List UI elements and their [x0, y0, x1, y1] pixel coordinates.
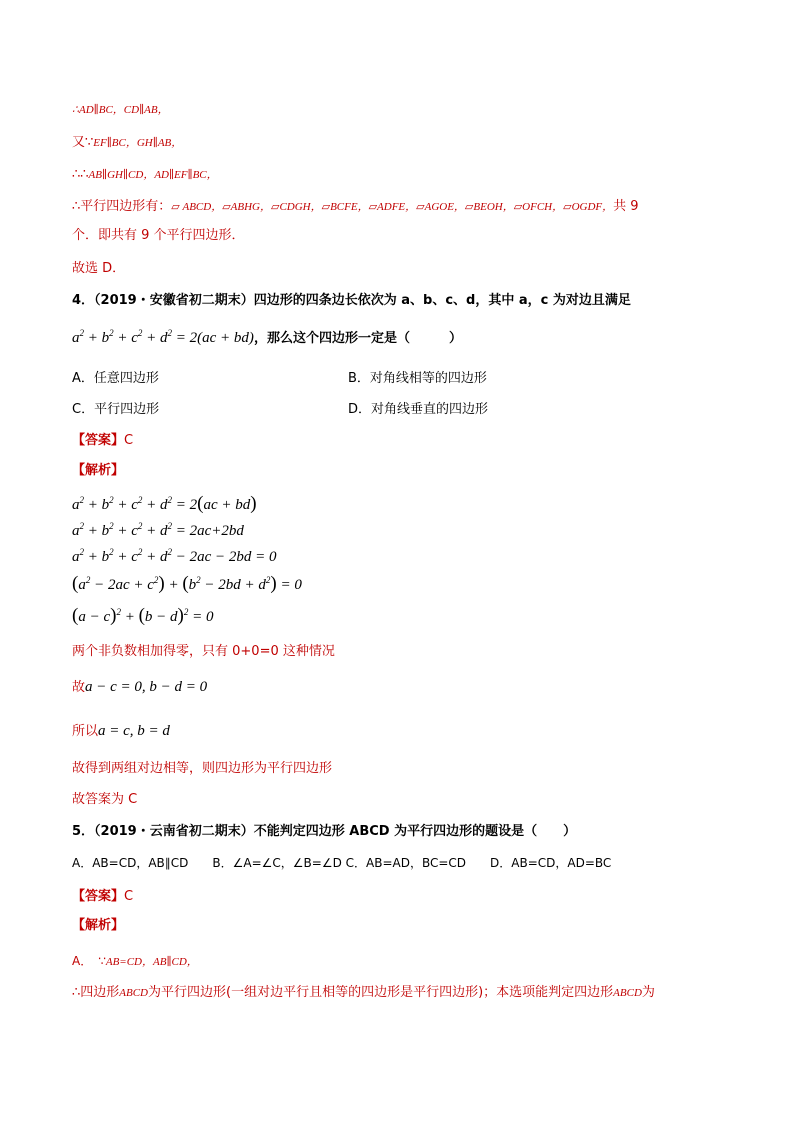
q5-line-b-abcd: ABCD — [119, 987, 149, 999]
q4-stem: 4．（2019・安徽省初二期末）四边形的四条边长依次为 a、b、c、d，其中 a，c 为对边且满足 — [72, 293, 631, 308]
q5-answer-tag: 【答案】 — [72, 889, 125, 904]
q5-options: A．AB=CD，AB∥CD B．∠A=∠C，∠B=∠D C．AB=AD，BC=CD D．AB=CD，AD=BC — [72, 856, 612, 870]
q5-line-a-rest: AB=CD，AB∥CD， — [105, 956, 198, 968]
line-choose-d: 故选 D． — [72, 261, 126, 276]
parallelogram-list-prefix: ∴平行四边形有： — [72, 199, 172, 214]
q5-line-b — [72, 981, 655, 1003]
you-because-prefix: 又∵ — [72, 135, 94, 150]
line-ad-parallel-bc: ∴AD∥BC，CD∥AB， — [72, 104, 169, 116]
q4-condition: $a^2 + b^2 + c^2 + d^2 = 2(ac + bd)$ — [72, 328, 254, 346]
q5-line-a — [72, 950, 198, 972]
line-therefore-chain — [72, 163, 218, 185]
q5-answer-line — [72, 885, 133, 907]
line-you-because — [72, 131, 182, 153]
q5-line-b-prefix: ∴四边形 — [72, 985, 120, 1000]
q4-analysis-tag: 【解析】 — [72, 463, 125, 478]
q4-condition-tail: ，那么这个四边形一定是（ ） — [253, 331, 462, 346]
q4-step-1: $a^2 + b^2 + c^2 + d^2 = 2(ac + bd)$ — [72, 493, 257, 514]
q5-line-b-abcd2: ABCD — [613, 987, 642, 999]
q4-condition-line — [72, 327, 462, 349]
q4-note-so-math: a − c = 0, b − d = 0 — [85, 679, 208, 695]
q4-note-so-line — [72, 676, 207, 698]
q4-option-d: D．对角线垂直的四边形 — [348, 402, 489, 417]
q4-step-2: $a^2 + b^2 + c^2 + d^2 = 2ac+2bd$ — [72, 521, 244, 539]
q4-note-therefore-line — [72, 720, 170, 742]
q4-option-a: A．任意四边形 — [72, 371, 159, 386]
ef-gh-parallel: EF∥BC，GH∥AB， — [93, 137, 183, 149]
line-parallelogram-list — [72, 195, 639, 217]
q4-step-5: $(a - c)^2 + (b - d)^2 = 0$ — [72, 605, 214, 626]
line-total-nine: 个．即共有 9 个平行四边形． — [72, 228, 245, 243]
q5-answer: C — [124, 889, 134, 904]
q4-option-c: C．平行四边形 — [72, 402, 160, 417]
q4-answer-line — [72, 429, 133, 451]
q5-line-b-mid: 为平行四边形(一组对边平行且相等的四边形是平行四边形)；本选项能判定四边形 — [148, 985, 614, 1000]
q4-step-3: $a^2 + b^2 + c^2 + d^2 - 2ac - 2bd = 0$ — [72, 547, 277, 565]
q4-note-so-prefix: 故 — [72, 680, 86, 695]
q4-note-answer: 故答案为 C — [72, 792, 138, 807]
q4-note-conclusion: 故得到两组对边相等，则四边形为平行四边形 — [72, 761, 333, 776]
q4-note-therefore-math: a = c, b = d — [98, 723, 170, 739]
q4-answer-tag: 【答案】 — [72, 433, 125, 448]
q4-answer: C — [124, 433, 134, 448]
q5-stem: 5．（2019・云南省初二期末）不能判定四边形 ABCD 为平行四边形的题设是（ ） — [72, 824, 577, 839]
q4-option-b: B．对角线相等的四边形 — [348, 371, 487, 386]
q5-line-b-end: 为 — [641, 985, 655, 1000]
q4-note-nonnegative: 两个非负数相加得零，只有 0+0=0 这种情况 — [72, 644, 335, 659]
q4-note-therefore-prefix: 所以 — [72, 724, 99, 739]
parallel-chain: AB∥GH∥CD，AD∥EF∥BC， — [88, 169, 218, 181]
q4-step-4: $(a^2 - 2ac + c^2) + (b^2 - 2bd + d^2) = 0$ — [72, 573, 302, 594]
parallelogram-count: 共 9 — [613, 199, 639, 214]
parallelogram-list: ▱ ABCD，▱ABHG，▱CDGH，▱BCFE，▱ADFE，▱AGOE，▱BEOH，▱OFCH，▱OGDF， — [171, 201, 614, 213]
therefore-prefix: ∴∴ — [72, 167, 89, 182]
q5-line-a-prefix: A． ∵ — [72, 954, 106, 968]
q5-analysis-tag: 【解析】 — [72, 918, 125, 933]
